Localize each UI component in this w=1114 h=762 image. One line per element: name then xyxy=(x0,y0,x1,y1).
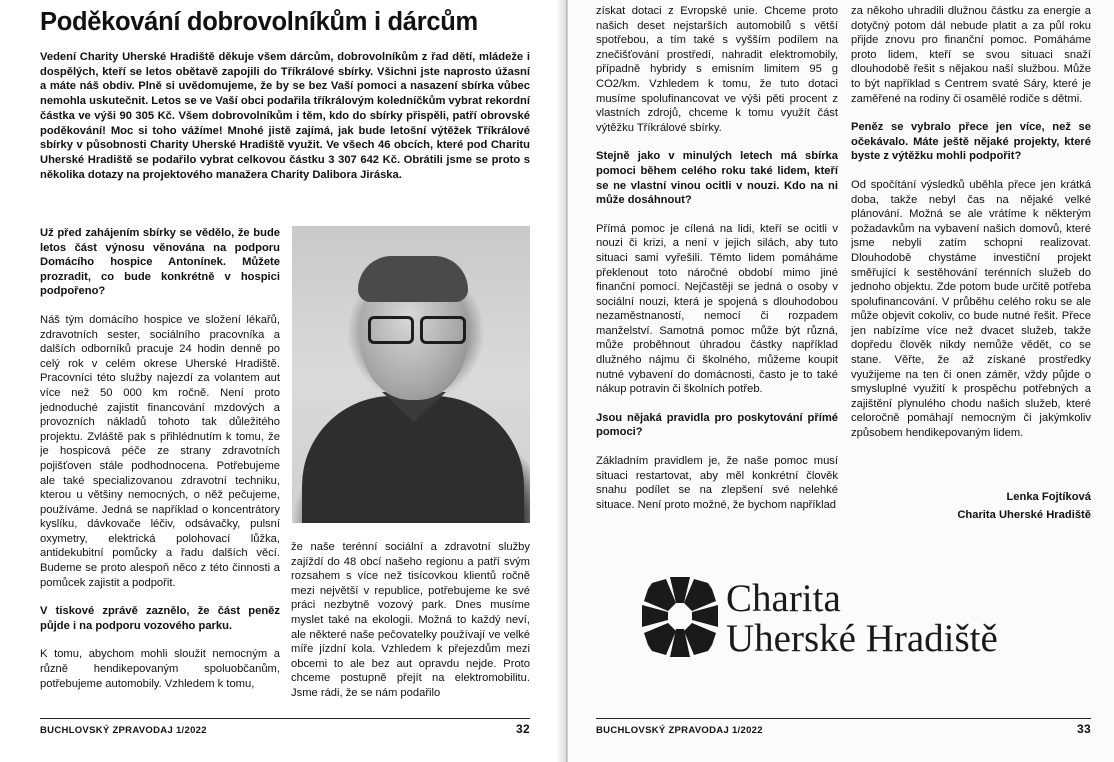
logo-line-2: Uherské Hradiště xyxy=(726,617,998,660)
answer-4-continued: za někoho uhradili dlužnou částku za energie a dotyčný potom dál nebude platit a za půl roku přijde znovu pro finanční pomoc. Pomáháme proto lidem, kteří se svou situaci snaží dlouhodobě řešit s nějakou naší službou. Může to být například s Centrem svaté Sáry, které je zaměřené na rodiny či osamělé rodiče s dětmi. xyxy=(851,5,1091,105)
page-number-left: 32 xyxy=(516,722,530,736)
question-5: Peněz se vybralo přece jen více, než se očekávalo. Máte ještě nějaké projekty, které byste z výtěžku mohli podpořit? xyxy=(851,121,1091,163)
column-4 xyxy=(851,4,1091,524)
footer-right-title: BUCHLOVSKÝ ZPRAVODAJ 1/2022 xyxy=(596,725,763,736)
photo-glasses xyxy=(364,316,468,342)
author-organization: Charita Uherské Hradiště xyxy=(957,509,1091,521)
photo-hair xyxy=(358,256,468,302)
portrait-photo xyxy=(292,226,530,523)
charita-cross-icon xyxy=(640,575,720,659)
answer-1: Náš tým domácího hospice ve složení lékařů, zdravotních sester, sociálního pracovníka a dalších odborníků pracuje 24 hodin denně po celý rok v celém okrese Uherské Hradiště. Pracovníci této služby najezdí za volantem aut více než 50 000 km ročně. Není proto jednoduché zajistit financování mzdových a provozních nákladů tohoto tak důležitého projektu. Zvláště pak s přihlédnutím k tomu, že je hospicová péče ze strany zdravotních pojišťoven stále podhodnocena. Potřebujeme ale také specializovanou zdravotní techniku, kterou u většiny nemocných, o něž pečujeme, používáme. Jedná se například o koncentrátory kyslíku, dávkovače léčiv, odsávačky, pulsní oxymetry, elektrická polohovací lůžka, antidekubitní pomůcky a řadu dalších věcí. Budeme se proto alespoň něco z této činnosti a pomůcek zajistit a podpořit. xyxy=(40,313,280,589)
question-4: Jsou nějaká pravidla pro poskytování přímé pomoci? xyxy=(596,411,838,439)
footer-left-title: BUCHLOVSKÝ ZPRAVODAJ 1/2022 xyxy=(40,725,207,736)
logo-text xyxy=(726,579,998,659)
page-gutter xyxy=(556,0,568,762)
author-signature xyxy=(851,488,1091,524)
question-2: V tiskové zprávě zaznělo, že část peněz půjde i na podporu vozového parku. xyxy=(40,605,280,632)
footer-right xyxy=(596,718,1091,741)
article-title: Poděkování dobrovolníkům i dárcům xyxy=(40,8,478,36)
answer-3: Přímá pomoc je cílená na lidi, kteří se ocitli v nouzi či krizi, a není v jejich silách, aby tuto situaci sami vyřešili. Těmto lidem pomáháme překlenout toto náročné období mimo jiné finanční pomocí. Nejčastěji se jedná o osoby v sociální nouzi, která je spojená s dlouhodobou nezaměstnaností, nemocí či rozpadem manželství. Samotná pomoc může být různá, může proběhnout úhradou částky například dlužného nájmu či školného, můžeme koupit nutné vybavení do domácnosti, často je to také nákup potravin či školních potřeb. xyxy=(596,222,838,396)
answer-5: Od spočítání výsledků uběhla přece jen krátká doba, takže nebyl čas na nějaké velké plánování. Možná se ale vrátíme k některým požadavkům na vybavení našich domovů, které jsme nebyli zatím schopni realizovat. Dlouhodobě chystáme investiční projekt směřující k sestěhování terénních služeb do jednoho objektu. Zde potom bude určitě potřeba spolufinancování. V průběhu celého roku se ale může objevit cokoliv, co bude nutné řešit. Přece jen nabízíme více než dvacet služeb, takže dopředu člověk nikdy nemůže vědět, co se stane. Věřte, že až získané prostředky využijeme na ten či onen záměr, vždy půjde o smysluplné využití k prospěchu potřebných a zajištění plynulého chodu našich služeb, které celoročně pomáhají nemocným či jakýmkoliv způsobem hendikepovaným lidem. xyxy=(851,178,1091,440)
question-3: Stejně jako v minulých letech má sbírka pomoci během celého roku také lidem, kteří se ne vlastní vinou ocitli v nouzi. Kdo na ni může dosáhnout? xyxy=(596,150,838,207)
charita-logo xyxy=(640,575,1080,665)
question-1: Už před zahájením sbírky se vědělo, že bude letos část výnosu věnována na podporu Domácího hospice Antonínek. Můžete prozradit, co bude konkrétně v hospici podpořeno? xyxy=(40,227,280,298)
page-number-right: 33 xyxy=(1077,722,1091,736)
author-name: Lenka Fojtíková xyxy=(1006,491,1091,503)
answer-2-continued: že naše terénní sociální a zdravotní služby zajíždí do 48 obcí našeho regionu a patří svým rozsahem s více než tisícovkou klientů ročně mezi největší v republice, potřebujeme ke své práci nezbytně vozový park. Dnes musíme myslet také na ekologii. Možná to každý neví, ale některé naše pečovatelky používají ve velké míře jízdní kola. Vzhledem k přejezdům mezi obcemi to ale bez aut opravdu nejde. Proto chceme postupně přejít na elektromobilitu. Jsme rádi, že se nám podařilo xyxy=(291,541,530,699)
column-1 xyxy=(40,226,280,712)
answer-2-right: získat dotaci z Evropské unie. Chceme proto našich deset nejstarších automobilů s větší spotřebou, a tím také s vyšším podílem na znečišťování prostředí, nahradit elektromobily, případně hybridy s emisním limitem 95 g CO2/km. Vzhledem k tomu, že tuto dotaci musíme spolufinancovat ve výši pěti procent z vlastních zdrojů, chceme k tomu využít část výtěžku Tříkrálové sbírky. xyxy=(596,5,838,134)
answer-2-start: K tomu, abychom mohli sloužit nemocným a různě hendikepovaným spoluobčanům, potřebujeme automobily. Vzhledem k tomu, xyxy=(40,648,280,690)
answer-4: Základním pravidlem je, že naše pomoc musí situaci restartovat, aby měl konkrétní člověk snahu podílet se na zlepšení své nelehké situace. Není proto možné, že bychom například xyxy=(596,455,838,511)
column-2 xyxy=(291,540,530,712)
column-3 xyxy=(596,4,838,516)
footer-left xyxy=(40,718,530,741)
logo-line-1: Charita xyxy=(726,577,841,620)
article-intro: Vedení Charity Uherské Hradiště děkuje všem dárcům, dobrovolníkům z řad dětí, mládeže i dospělých, kteří se letos obětavě zapojili do Tříkrálové sbírky. Všichni jste naprosto úžasní a máte náš obdiv. Plně si uvědomujeme, že by se bez Vaší pomoci a nasazení sbírka vůbec nemohla uskutečnit. Letos se ve Vaší obci podařila tříkrálovým koledníčkům vybrat rekordní částka ve výši 90 305 Kč. Všem dobrovolníkům i těm, kdo do sbírky přispěli, patří obrovské poděkování! Moc si toho vážíme! Mnohé jistě zajímá, jak bude letošní výtěžek Tříkrálové sbírky v působnosti Charity Uherské Hradiště využit. Ve všech 46 obcích, které pod Charitu Uherské Hradiště se podařilo vybrat celkovou částku 3 307 642 Kč. Obrátili jsme se proto s několika dotazy na projektového manažera Charity Dalibora Jiráska. xyxy=(40,51,530,181)
